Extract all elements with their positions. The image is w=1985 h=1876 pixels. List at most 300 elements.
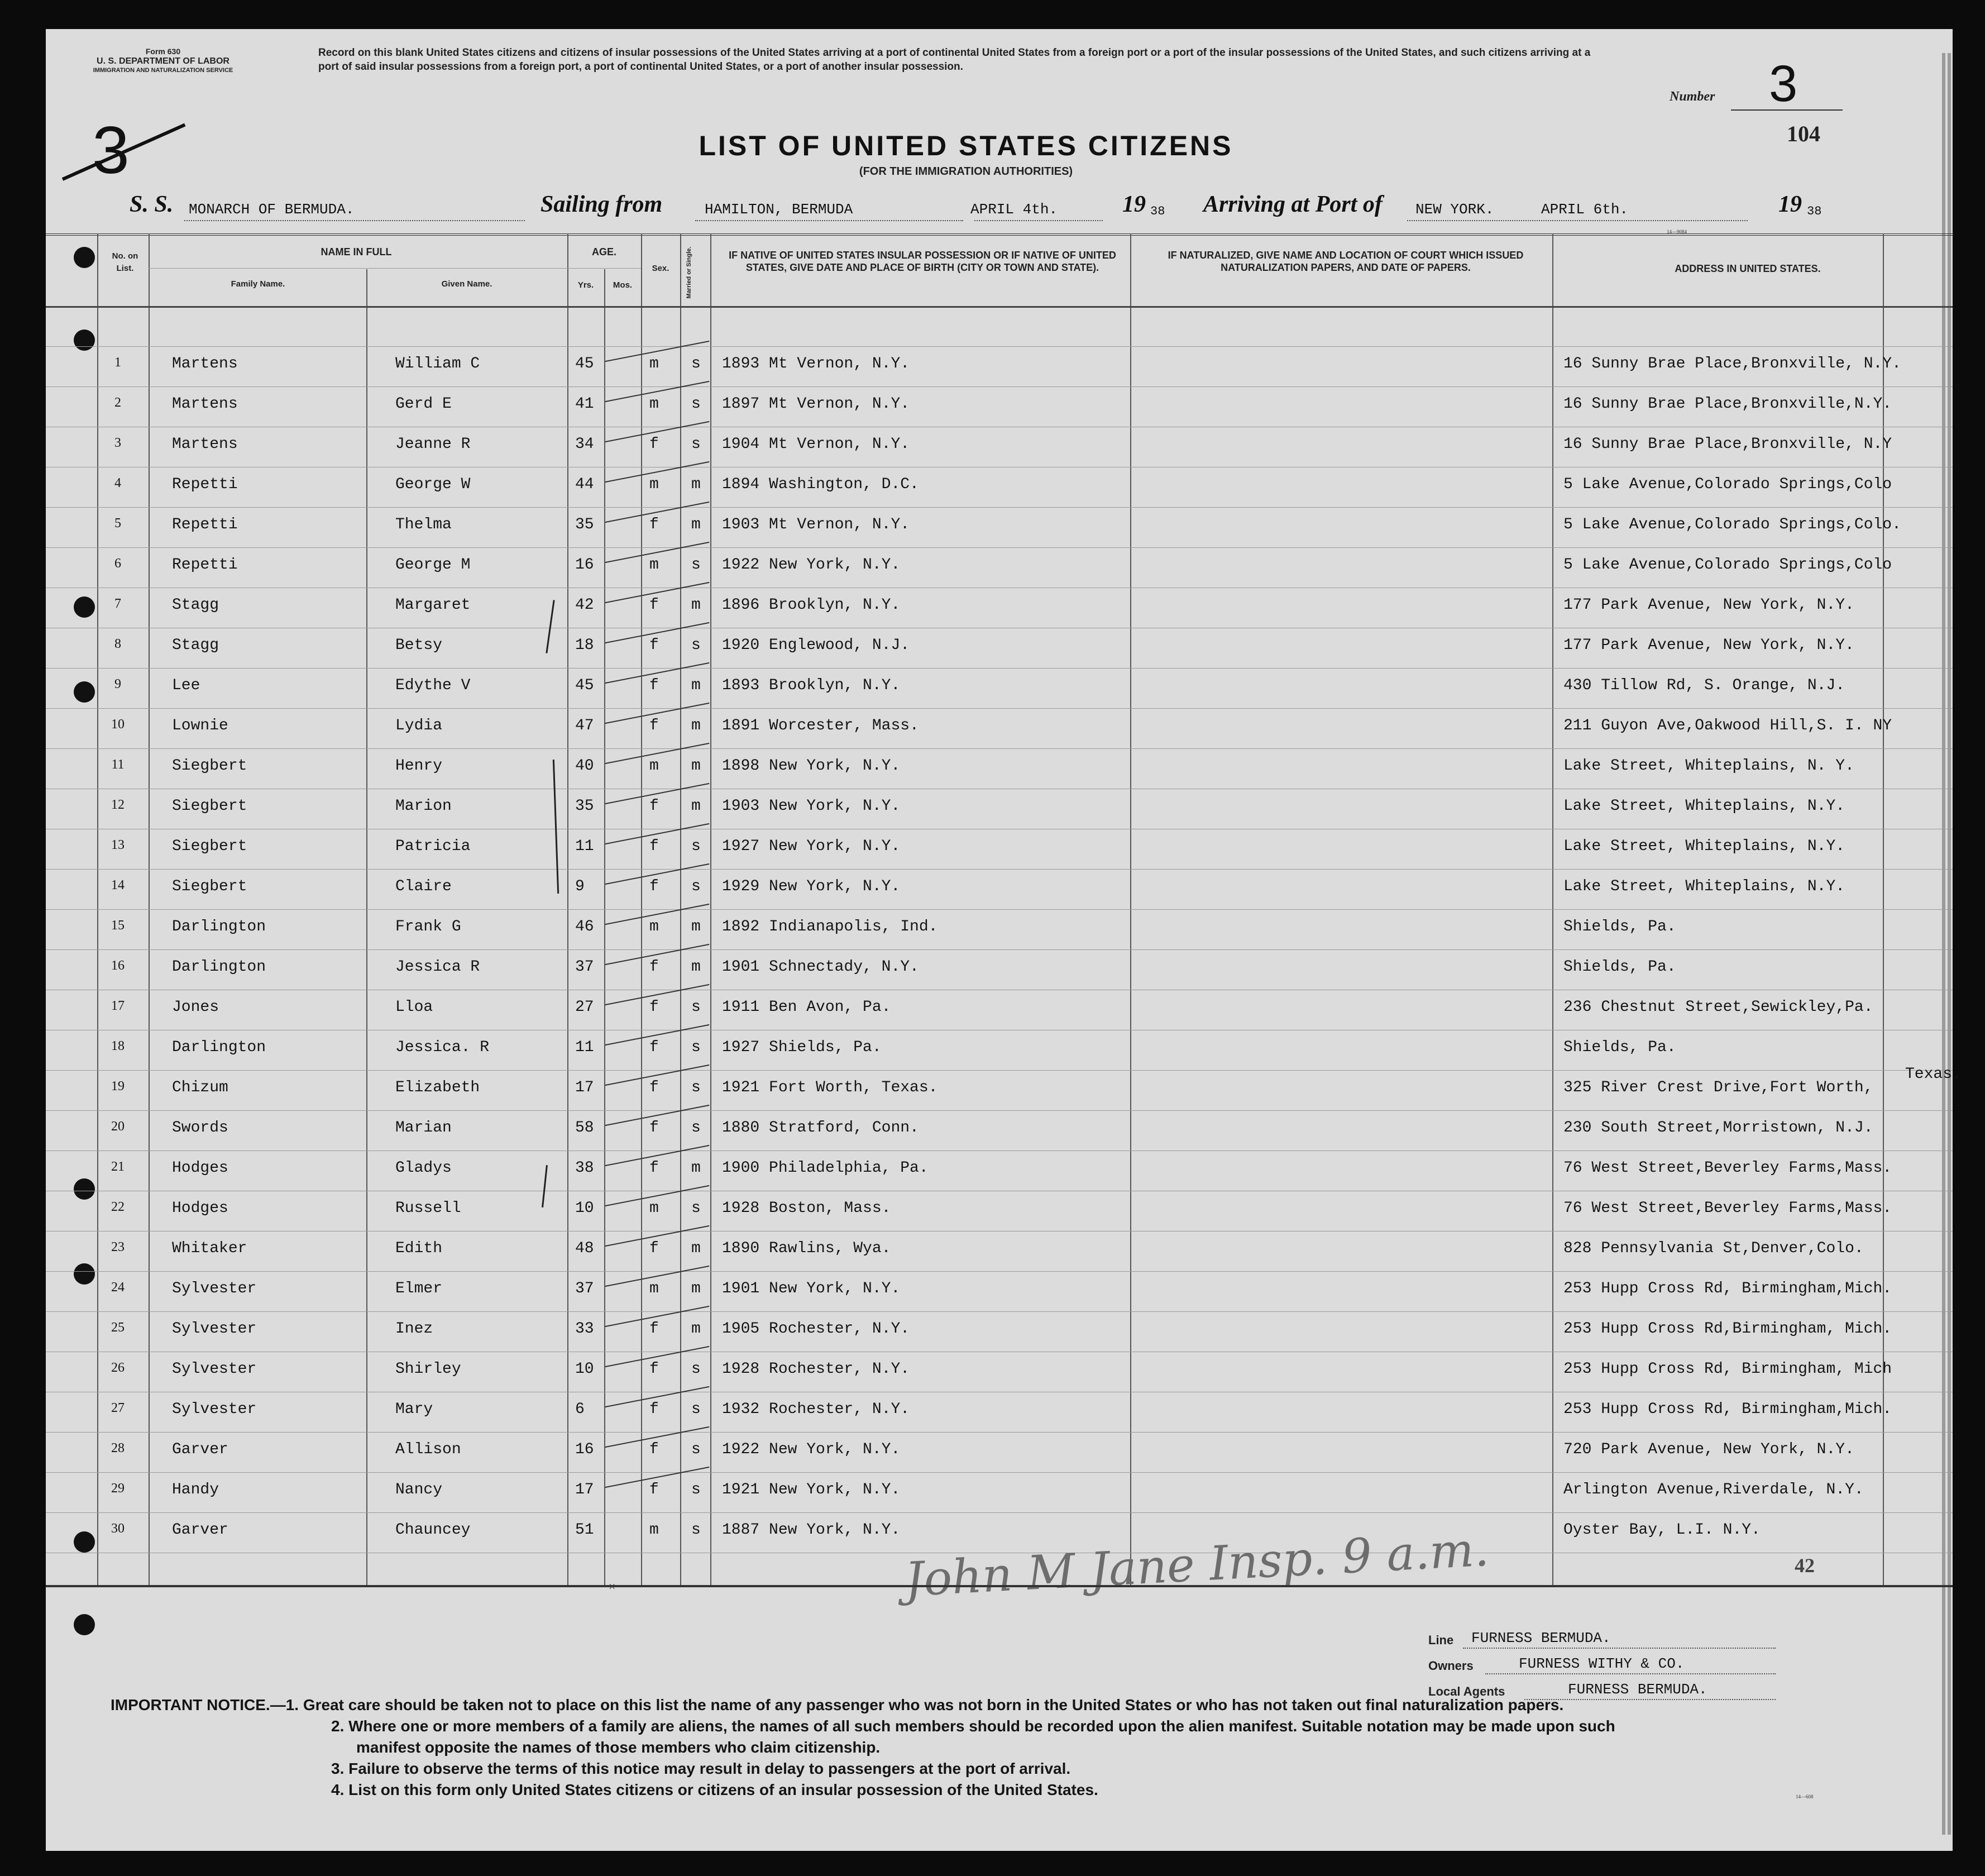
owners-value: FURNESS WITHY & CO. xyxy=(1519,1655,1685,1672)
sex: f xyxy=(649,637,659,654)
sex: f xyxy=(649,1039,659,1056)
sex: m xyxy=(649,355,659,373)
given-name: Frank G xyxy=(395,918,461,935)
sex: f xyxy=(649,1240,659,1257)
given-name: Elizabeth xyxy=(395,1079,480,1096)
owners-label: Owners xyxy=(1428,1659,1474,1673)
birth-date-place: 1897 Mt Vernon, N.Y. xyxy=(722,395,910,413)
sex: f xyxy=(649,958,659,976)
birth-date-place: 1927 New York, N.Y. xyxy=(722,838,901,855)
row-number: 11 xyxy=(111,757,125,772)
given-name: George M xyxy=(395,556,471,574)
col-header-mos: Mos. xyxy=(613,280,633,290)
us-address: 76 West Street,Beverley Farms,Mass. xyxy=(1563,1159,1892,1177)
marital-status: s xyxy=(691,999,701,1016)
birth-date-place: 1880 Stratford, Conn. xyxy=(722,1119,919,1137)
birth-date-place: 1893 Brooklyn, N.Y. xyxy=(722,677,901,694)
col-header-no: No. on List. xyxy=(112,251,138,273)
col-header-yrs: Yrs. xyxy=(577,280,594,290)
sailing-year-prefix: 19 xyxy=(1122,192,1146,217)
table-row xyxy=(0,1187,1985,1228)
table-row xyxy=(0,624,1985,665)
ship-name: MONARCH OF BERMUDA. xyxy=(189,201,355,218)
birth-date-place: 1920 Englewood, N.J. xyxy=(722,637,910,654)
birth-date-place: 1905 Rochester, N.Y. xyxy=(722,1320,910,1338)
birth-date-place: 1922 New York, N.Y. xyxy=(722,1441,901,1458)
marital-status: s xyxy=(691,637,701,654)
us-address: 828 Pennsylvania St,Denver,Colo. xyxy=(1563,1240,1864,1257)
row-number: 23 xyxy=(111,1240,125,1254)
row-number: 5 xyxy=(114,516,121,531)
arriving-date-rule xyxy=(1541,220,1748,221)
row-number: 16 xyxy=(111,958,125,973)
row-number: 13 xyxy=(111,838,125,852)
birth-date-place: 1891 Worcester, Mass. xyxy=(722,717,919,734)
family-name: Martens xyxy=(172,355,238,373)
age-years: 47 xyxy=(575,717,594,734)
col-header-married: Married or Single. xyxy=(686,246,692,299)
us-address: 253 Hupp Cross Rd,Birmingham, Mich. xyxy=(1563,1320,1892,1338)
us-address: 16 Sunny Brae Place,Bronxville, N.Y xyxy=(1563,436,1892,453)
row-number: 1 xyxy=(114,355,121,370)
table-row xyxy=(0,1348,1985,1388)
table-row xyxy=(0,584,1985,624)
birth-date-place: 1887 New York, N.Y. xyxy=(722,1521,901,1539)
marital-status: s xyxy=(691,1119,701,1137)
age-years: 34 xyxy=(575,436,594,453)
given-name: Claire xyxy=(395,878,452,895)
line-label: Line xyxy=(1428,1633,1454,1647)
inspector-signature: John M Jane Insp. 9 a.m. xyxy=(903,1521,1490,1607)
table-row xyxy=(0,1027,1985,1067)
row-number: 10 xyxy=(111,717,125,732)
sex: f xyxy=(649,1441,659,1458)
sex: f xyxy=(649,1401,659,1418)
row-number: 4 xyxy=(114,476,121,490)
age-years: 35 xyxy=(575,798,594,815)
given-name: Inez xyxy=(395,1320,433,1338)
handwritten-mark: 3 xyxy=(92,113,130,188)
birth-date-place: 1929 New York, N.Y. xyxy=(722,878,901,895)
row-number: 14 xyxy=(111,878,125,892)
sex: f xyxy=(649,596,659,614)
family-name: Jones xyxy=(172,999,219,1016)
table-row xyxy=(0,504,1985,544)
sex: m xyxy=(649,1521,659,1539)
marital-status: m xyxy=(691,717,701,734)
table-row xyxy=(0,745,1985,785)
row-number: 28 xyxy=(111,1441,125,1455)
table-row xyxy=(0,866,1985,906)
x-mark: × xyxy=(609,1579,616,1593)
sex: m xyxy=(649,1280,659,1297)
given-name: Betsy xyxy=(395,637,443,654)
age-years: 27 xyxy=(575,999,594,1016)
form-instructions: Record on this blank United States citizens and citizens of insular possessions of the United States arriving at a port of continental United States from a foreign port or a port of the insular possessions of the United States, and such citizens arriving at a port of said insular possessions from a foreign port, a port of continental United States, or a port of another insular possession. xyxy=(318,47,1591,73)
sex: f xyxy=(649,798,659,815)
us-address: 5 Lake Avenue,Colorado Springs,Colo xyxy=(1563,556,1892,574)
family-name: Hodges xyxy=(172,1159,228,1177)
family-name: Sylvester xyxy=(172,1320,257,1338)
age-years: 17 xyxy=(575,1079,594,1096)
row-number: 9 xyxy=(114,677,121,691)
us-address: Shields, Pa. xyxy=(1563,918,1676,935)
table-row xyxy=(0,785,1985,825)
sailing-year: 38 xyxy=(1150,204,1165,218)
family-name: Siegbert xyxy=(172,798,247,815)
marital-status: s xyxy=(691,1200,701,1217)
us-address: Oyster Bay, L.I. N.Y. xyxy=(1563,1521,1761,1539)
printer-code-top: 14—9084 xyxy=(1667,229,1687,235)
birth-date-place: 1903 New York, N.Y. xyxy=(722,798,901,815)
age-years: 38 xyxy=(575,1159,594,1177)
us-address: 720 Park Avenue, New York, N.Y. xyxy=(1563,1441,1854,1458)
family-name: Lee xyxy=(172,677,200,694)
birth-date-place: 1921 Fort Worth, Texas. xyxy=(722,1079,938,1096)
family-name: Martens xyxy=(172,395,238,413)
us-address: Shields, Pa. xyxy=(1563,958,1676,976)
ship-label: S. S. xyxy=(130,192,174,217)
marital-status: s xyxy=(691,1441,701,1458)
table-row xyxy=(0,705,1985,745)
name-header-rule xyxy=(149,268,567,269)
family-name: Hodges xyxy=(172,1200,228,1217)
marital-status: m xyxy=(691,1159,701,1177)
notice-heading: IMPORTANT NOTICE.— xyxy=(111,1696,286,1713)
age-years: 45 xyxy=(575,355,594,373)
marital-status: s xyxy=(691,1481,701,1498)
marital-status: m xyxy=(691,596,701,614)
sex: f xyxy=(649,1159,659,1177)
sex: f xyxy=(649,999,659,1016)
given-name: Allison xyxy=(395,1441,461,1458)
family-name: Stagg xyxy=(172,637,219,654)
sex: f xyxy=(649,677,659,694)
row-number: 12 xyxy=(111,798,125,812)
marital-status: m xyxy=(691,516,701,533)
form-identifier xyxy=(63,47,264,75)
agents-value: FURNESS BERMUDA. xyxy=(1568,1681,1707,1698)
row-number: 2 xyxy=(114,395,121,410)
birth-date-place: 1904 Mt Vernon, N.Y. xyxy=(722,436,910,453)
age-years: 16 xyxy=(575,1441,594,1458)
row-number: 7 xyxy=(114,596,121,611)
table-row xyxy=(0,1509,1985,1549)
sailing-rule xyxy=(695,220,963,221)
ship-rule xyxy=(184,220,525,221)
row-number: 3 xyxy=(114,436,121,450)
notice-item-2-cont: manifest opposite the names of those members who claim citizenship. xyxy=(356,1739,881,1756)
marital-status: s xyxy=(691,1079,701,1096)
marital-status: s xyxy=(691,355,701,373)
birth-date-place: 1911 Ben Avon, Pa. xyxy=(722,999,891,1016)
family-name: Stagg xyxy=(172,596,219,614)
department-name: U. S. DEPARTMENT OF LABOR xyxy=(97,56,229,66)
birth-date-place: 1921 New York, N.Y. xyxy=(722,1481,901,1498)
sailing-label: Sailing from xyxy=(541,192,663,217)
table-row xyxy=(0,464,1985,504)
age-years: 10 xyxy=(575,1361,594,1378)
family-name: Handy xyxy=(172,1481,219,1498)
family-name: Darlington xyxy=(172,918,266,935)
table-row xyxy=(0,343,1985,383)
age-years: 41 xyxy=(575,395,594,413)
table-row xyxy=(0,1067,1985,1107)
given-name: Shirley xyxy=(395,1361,461,1378)
age-years: 18 xyxy=(575,637,594,654)
sailing-date-rule xyxy=(974,220,1103,221)
birth-date-place: 1892 Indianapolis, Ind. xyxy=(722,918,938,935)
sex: f xyxy=(649,436,659,453)
marital-status: s xyxy=(691,1401,701,1418)
row-number: 20 xyxy=(111,1119,125,1134)
service-name: IMMIGRATION AND NATURALIZATION SERVICE xyxy=(93,67,233,74)
age-years: 11 xyxy=(575,838,594,855)
age-years: 11 xyxy=(575,1039,594,1056)
birth-date-place: 1928 Boston, Mass. xyxy=(722,1200,891,1217)
table-row xyxy=(0,906,1985,946)
arriving-port: NEW YORK. xyxy=(1415,201,1494,218)
marital-status: m xyxy=(691,677,701,694)
sex: f xyxy=(649,516,659,533)
notice-item-3: 3. Failure to observe the terms of this notice may result in delay to passengers at the port of arrival. xyxy=(331,1760,1071,1777)
page-number: 104 xyxy=(1787,121,1820,146)
us-address: 177 Park Avenue, New York, N.Y. xyxy=(1563,596,1854,614)
birth-date-place: 1898 New York, N.Y. xyxy=(722,757,901,775)
table-row xyxy=(0,383,1985,423)
us-address: 236 Chestnut Street,Sewickley,Pa. xyxy=(1563,999,1873,1016)
col-header-given: Given Name. xyxy=(441,279,492,289)
row-number: 24 xyxy=(111,1280,125,1295)
given-name: Gladys xyxy=(395,1159,452,1177)
sailing-from: HAMILTON, BERMUDA xyxy=(705,201,853,218)
us-address: 16 Sunny Brae Place,Bronxville,N.Y. xyxy=(1563,395,1892,413)
family-name: Chizum xyxy=(172,1079,228,1096)
us-address: Lake Street, Whiteplains, N.Y. xyxy=(1563,798,1845,815)
us-address: 230 South Street,Morristown, N.J. xyxy=(1563,1119,1873,1137)
us-address: Lake Street, Whiteplains, N.Y. xyxy=(1563,838,1845,855)
birth-date-place: 1890 Rawlins, Wya. xyxy=(722,1240,891,1257)
table-row xyxy=(0,825,1985,866)
family-name: Darlington xyxy=(172,958,266,976)
table-row xyxy=(0,1268,1985,1308)
age-years: 17 xyxy=(575,1481,594,1498)
age-years: 16 xyxy=(575,556,594,574)
given-name: Margaret xyxy=(395,596,471,614)
arriving-label: Arriving at Port of xyxy=(1203,192,1383,217)
age-years: 40 xyxy=(575,757,594,775)
birth-date-place: 1900 Philadelphia, Pa. xyxy=(722,1159,929,1177)
family-name: Lownie xyxy=(172,717,228,734)
us-address: 16 Sunny Brae Place,Bronxville, N.Y. xyxy=(1563,355,1901,373)
table-row xyxy=(0,1147,1985,1187)
family-name: Repetti xyxy=(172,556,238,574)
document-subtitle: (FOR THE IMMIGRATION AUTHORITIES) xyxy=(859,165,1073,178)
marital-status: m xyxy=(691,476,701,493)
family-name: Swords xyxy=(172,1119,228,1137)
given-name: Marian xyxy=(395,1119,452,1137)
row-number: 6 xyxy=(114,556,121,571)
us-address: 253 Hupp Cross Rd, Birmingham,Mich. xyxy=(1563,1401,1892,1418)
row-number: 21 xyxy=(111,1159,125,1174)
birth-date-place: 1927 Shields, Pa. xyxy=(722,1039,882,1056)
table-row xyxy=(0,665,1985,705)
birth-date-place: 1901 New York, N.Y. xyxy=(722,1280,901,1297)
given-name: Elmer xyxy=(395,1280,443,1297)
marital-status: s xyxy=(691,436,701,453)
col-header-sex: Sex. xyxy=(652,264,669,273)
family-name: Darlington xyxy=(172,1039,266,1056)
sex: m xyxy=(649,757,659,775)
marital-status: m xyxy=(691,918,701,935)
printer-code-bottom: 14—608 xyxy=(1796,1794,1814,1799)
col-header-naturalized: IF NATURALIZED, GIVE NAME AND LOCATION OF COURT WHICH ISSUED NATURALIZATION PAPERS, AND DATE OF PAPERS. xyxy=(1168,250,1524,273)
age-header-rule xyxy=(567,268,641,269)
given-name: Edith xyxy=(395,1240,443,1257)
row-number: 26 xyxy=(111,1361,125,1375)
sailing-date: APRIL 4th. xyxy=(970,201,1058,218)
given-name: Edythe V xyxy=(395,677,471,694)
sex: f xyxy=(649,1079,659,1096)
birth-date-place: 1893 Mt Vernon, N.Y. xyxy=(722,355,910,373)
col-header-birth: IF NATIVE OF UNITED STATES INSULAR POSSESSION OR IF NATIVE OF UNITED STATES, GIVE DATE AND PLACE OF BIRTH (CITY OR TOWN AND STATE). xyxy=(729,250,1116,273)
family-name: Martens xyxy=(172,436,238,453)
sex: f xyxy=(649,1320,659,1338)
us-address: 5 Lake Avenue,Colorado Springs,Colo xyxy=(1563,476,1892,493)
col-header-address: ADDRESS IN UNITED STATES. xyxy=(1675,263,1821,274)
table-row xyxy=(0,1388,1985,1429)
row-number: 29 xyxy=(111,1481,125,1496)
age-years: 9 xyxy=(575,878,585,895)
number-label: Number xyxy=(1670,89,1715,104)
table-row xyxy=(0,1228,1985,1268)
sex: f xyxy=(649,838,659,855)
birth-date-place: 1896 Brooklyn, N.Y. xyxy=(722,596,901,614)
us-address: Shields, Pa. xyxy=(1563,1039,1676,1056)
given-name: George W xyxy=(395,476,471,493)
given-name: Mary xyxy=(395,1401,433,1418)
given-name: Chauncey xyxy=(395,1521,471,1539)
arriving-year-prefix: 19 xyxy=(1778,192,1802,217)
us-address: 5 Lake Avenue,Colorado Springs,Colo. xyxy=(1563,516,1901,533)
table-row xyxy=(0,544,1985,584)
line-value: FURNESS BERMUDA. xyxy=(1471,1630,1611,1646)
family-name: Garver xyxy=(172,1521,228,1539)
age-years: 58 xyxy=(575,1119,594,1137)
family-name: Siegbert xyxy=(172,757,247,775)
us-address: 253 Hupp Cross Rd, Birmingham,Mich. xyxy=(1563,1280,1892,1297)
marital-status: s xyxy=(691,1039,701,1056)
birth-date-place: 1922 New York, N.Y. xyxy=(722,556,901,574)
age-years: 46 xyxy=(575,918,594,935)
birth-date-place: 1901 Schnectady, N.Y. xyxy=(722,958,919,976)
family-name: Sylvester xyxy=(172,1280,257,1297)
given-name: Lydia xyxy=(395,717,443,734)
marital-status: s xyxy=(691,878,701,895)
us-address: 177 Park Avenue, New York, N.Y. xyxy=(1563,637,1854,654)
table-row xyxy=(0,1469,1985,1509)
important-notice xyxy=(111,1694,1897,1801)
age-years: 37 xyxy=(575,958,594,976)
us-address: 253 Hupp Cross Rd, Birmingham, Mich xyxy=(1563,1361,1892,1378)
row-number: 25 xyxy=(111,1320,125,1335)
family-name: Garver xyxy=(172,1441,228,1458)
col-header-family: Family Name. xyxy=(231,279,285,289)
family-name: Siegbert xyxy=(172,878,247,895)
marital-status: s xyxy=(691,838,701,855)
age-years: 42 xyxy=(575,596,594,614)
birth-date-place: 1928 Rochester, N.Y. xyxy=(722,1361,910,1378)
given-name: Patricia xyxy=(395,838,471,855)
birth-date-place: 1932 Rochester, N.Y. xyxy=(722,1401,910,1418)
given-name: Lloa xyxy=(395,999,433,1016)
agents-label: Local Agents xyxy=(1428,1684,1505,1698)
table-row xyxy=(0,1107,1985,1147)
given-name: Henry xyxy=(395,757,443,775)
given-name: Jessica. R xyxy=(395,1039,490,1056)
notice-item-1: 1. Great care should be taken not to place on this list the name of any passenger who was not born in the United States or who has not taken out final naturalization papers. xyxy=(285,1696,1564,1713)
marital-status: s xyxy=(691,395,701,413)
given-name: Gerd E xyxy=(395,395,452,413)
family-name: Repetti xyxy=(172,516,238,533)
family-name: Whitaker xyxy=(172,1240,247,1257)
table-row xyxy=(0,946,1985,986)
notice-item-4: 4. List on this form only United States citizens or citizens of an insular possession of the United States. xyxy=(331,1781,1098,1798)
col-header-name: NAME IN FULL xyxy=(321,246,392,257)
given-name: Marion xyxy=(395,798,452,815)
marital-status: m xyxy=(691,1240,701,1257)
list-number: 3 xyxy=(1769,55,1798,112)
owners-rule xyxy=(1485,1673,1776,1674)
row-number: 19 xyxy=(111,1079,125,1094)
row-number: 18 xyxy=(111,1039,125,1053)
marital-status: m xyxy=(691,958,701,976)
marital-status: m xyxy=(691,1280,701,1297)
row-number: 15 xyxy=(111,918,125,933)
marital-status: m xyxy=(691,757,701,775)
sex: f xyxy=(649,1361,659,1378)
age-years: 37 xyxy=(575,1280,594,1297)
form-number: Form 630 xyxy=(145,47,181,56)
us-address: Arlington Avenue,Riverdale, N.Y. xyxy=(1563,1481,1864,1498)
sex: f xyxy=(649,878,659,895)
given-name: William C xyxy=(395,355,480,373)
header-divider xyxy=(46,233,1953,236)
row-number: 17 xyxy=(111,999,125,1013)
us-address: 325 River Crest Drive,Fort Worth, xyxy=(1563,1079,1873,1096)
column-header-bottom xyxy=(46,306,1953,308)
table-row xyxy=(0,423,1985,464)
us-address: Lake Street, Whiteplains, N. Y. xyxy=(1563,757,1854,775)
sex: m xyxy=(649,476,659,493)
us-address: 211 Guyon Ave,Oakwood Hill,S. I. NY xyxy=(1563,717,1892,734)
row-number: 27 xyxy=(111,1401,125,1415)
table-bottom-rule xyxy=(46,1585,1953,1587)
age-years: 48 xyxy=(575,1240,594,1257)
family-name: Siegbert xyxy=(172,838,247,855)
sex: m xyxy=(649,556,659,574)
age-years: 10 xyxy=(575,1200,594,1217)
given-name: Jeanne R xyxy=(395,436,471,453)
marital-status: m xyxy=(691,798,701,815)
birth-date-place: 1903 Mt Vernon, N.Y. xyxy=(722,516,910,533)
given-name: Jessica R xyxy=(395,958,480,976)
table-row xyxy=(0,1308,1985,1348)
family-name: Sylvester xyxy=(172,1401,257,1418)
notice-item-2: 2. Where one or more members of a family are aliens, the names of all such members should be recorded upon the alien manifest. Suitable notation may be made upon such xyxy=(331,1717,1615,1735)
given-name: Thelma xyxy=(395,516,452,533)
age-years: 35 xyxy=(575,516,594,533)
